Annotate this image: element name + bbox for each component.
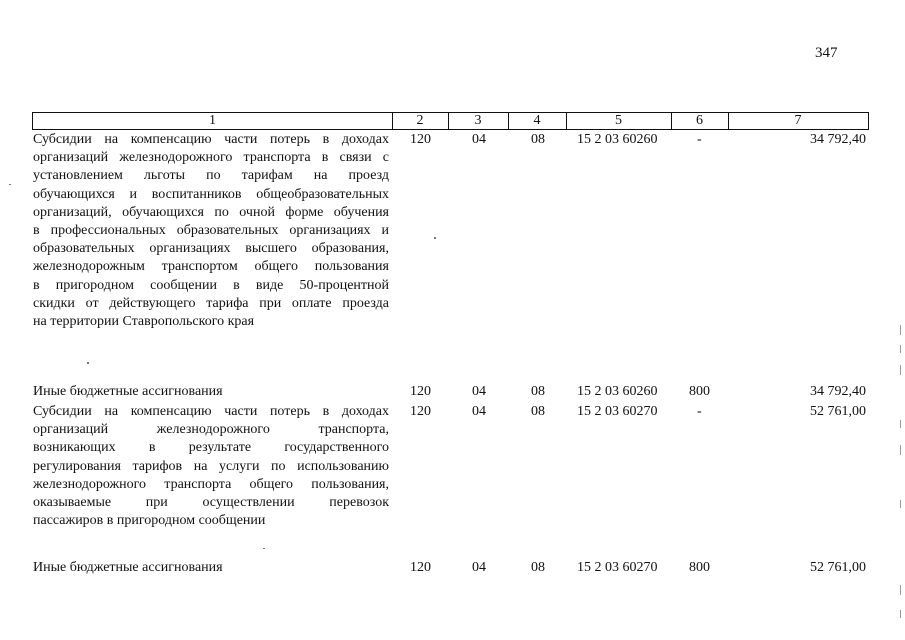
desc-line: организаций, обучающихся по очной форме обучения (33, 204, 389, 220)
scan-mark (900, 365, 901, 375)
row-1-description (33, 131, 389, 331)
desc-line: Субсидии на компенсацию части потерь в доходах (33, 132, 389, 147)
header-col-3: 3 (448, 112, 509, 130)
scan-mark (900, 500, 901, 508)
row-2-col-2: 120 (410, 384, 431, 399)
row-3-col-6: - (697, 404, 702, 419)
desc-line: Иные бюджетные ассигнования (33, 560, 223, 575)
row-2-col-7: 34 792,40 (810, 384, 866, 399)
desc-line: возникающих в результате государственного (33, 440, 389, 456)
row-4-col-7: 52 761,00 (810, 560, 866, 575)
header-col-7: 7 (728, 112, 869, 130)
row-4-col-3: 04 (472, 560, 486, 575)
header-col-5: 5 (566, 112, 672, 130)
desc-line: организаций железнодорожного транспорта, (33, 422, 389, 438)
desc-line: Иные бюджетные ассигнования (33, 384, 223, 399)
desc-line: железнодорожным транспортом общего пользования (33, 259, 389, 275)
header-col-4: 4 (508, 112, 567, 130)
scan-mark (900, 420, 901, 428)
row-1-col-2: 120 (410, 132, 431, 147)
row-3-col-3: 04 (472, 404, 486, 419)
header-col-6: 6 (671, 112, 729, 130)
scan-mark (900, 445, 901, 455)
desc-line: железнодорожного транспорта общего пользования, (33, 476, 389, 492)
desc-line: скидки от действующего тарифа при оплате проезда (33, 295, 389, 311)
scan-mark (900, 610, 901, 618)
desc-line: в профессиональных образовательных организациях и (33, 222, 389, 238)
header-col-1: 1 (32, 112, 393, 130)
row-2-description (33, 383, 389, 401)
row-3-description (33, 403, 389, 530)
row-1-col-6: - (697, 132, 702, 147)
row-3-col-7: 52 761,00 (810, 404, 866, 419)
scan-mark (900, 345, 901, 353)
row-2-col-5: 15 2 03 60260 (577, 384, 658, 399)
row-1-col-3: 04 (472, 132, 486, 147)
scan-mark (900, 585, 901, 595)
row-4-col-4: 08 (531, 560, 545, 575)
desc-line: регулирования тарифов на услуги по использованию (33, 458, 389, 474)
row-4-description (33, 559, 389, 577)
desc-line: пассажиров в пригородном сообщении (33, 513, 266, 529)
row-3-col-5: 15 2 03 60270 (577, 404, 658, 419)
row-1-col-4: 08 (531, 132, 545, 147)
scan-speck (263, 548, 265, 549)
row-4-col-2: 120 (410, 560, 431, 575)
scan-speck (434, 237, 436, 239)
row-3-col-2: 120 (410, 404, 431, 419)
scan-mark (900, 325, 901, 335)
row-4-col-6: 800 (689, 560, 710, 575)
row-2-col-6: 800 (689, 384, 710, 399)
desc-line: в пригородном сообщении в виде 50-процентной (33, 277, 389, 293)
row-3-col-4: 08 (531, 404, 545, 419)
desc-line: организаций железнодорожного транспорта в связи с (33, 150, 389, 166)
desc-line: установлением льготы по тарифам на проезд (33, 168, 389, 184)
row-2-col-4: 08 (531, 384, 545, 399)
desc-line: на территории Ставропольского края (33, 313, 255, 329)
header-col-2: 2 (392, 112, 449, 130)
scan-speck (87, 362, 89, 364)
row-1-col-7: 34 792,40 (810, 132, 866, 147)
page-number: 347 (815, 45, 838, 61)
row-1-col-5: 15 2 03 60260 (577, 132, 658, 147)
desc-line: оказываемые при осуществлении перевозок (33, 494, 389, 510)
scan-speck (9, 184, 11, 185)
desc-line: образовательных организациях высшего образования, (33, 241, 389, 257)
row-4-col-5: 15 2 03 60270 (577, 560, 658, 575)
row-2-col-3: 04 (472, 384, 486, 399)
desc-line: Субсидии на компенсацию части потерь в доходах (33, 404, 389, 419)
desc-line: обучающихся и воспитанников общеобразовательных (33, 186, 389, 202)
